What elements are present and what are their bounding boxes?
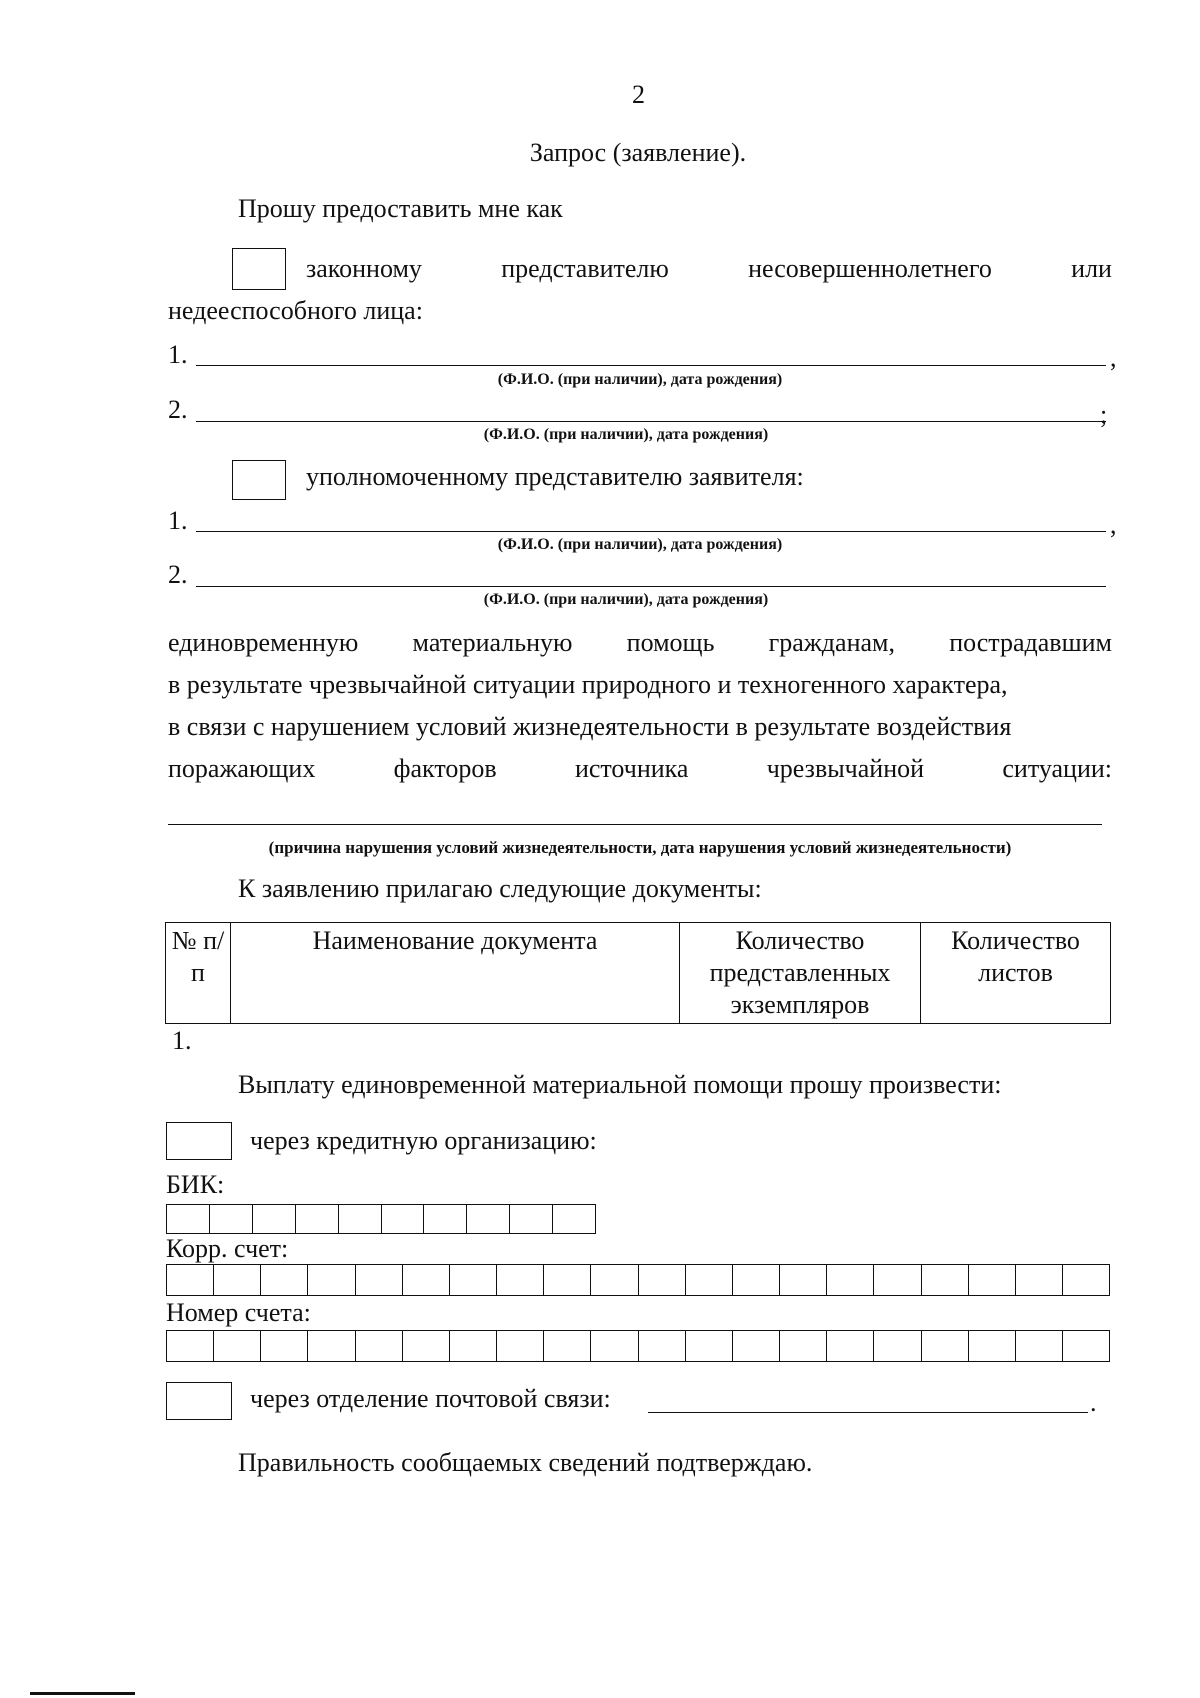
authorized-rep-row-1-num: 1. [168, 506, 188, 535]
documents-table [165, 922, 1111, 1024]
paragraph-word: единовременную [168, 628, 359, 657]
legal-rep-row-1-caption: (Ф.И.О. (при наличии), дата рождения) [497, 371, 783, 388]
digit-cell[interactable] [214, 1265, 261, 1295]
corr-account-input[interactable] [166, 1264, 1110, 1296]
digit-cell[interactable] [167, 1265, 214, 1295]
table-header-row [166, 923, 1111, 1024]
table-header-num: № п/п [166, 923, 231, 1024]
digit-cell[interactable] [780, 1265, 827, 1295]
paragraph-word: чрезвычайной [766, 754, 925, 783]
digit-cell[interactable] [467, 1205, 510, 1233]
digit-cell[interactable] [1016, 1265, 1063, 1295]
digit-cell[interactable] [1063, 1265, 1109, 1295]
paragraph-word: гражданам, [768, 628, 895, 657]
confirmation-text: Правильность сообщаемых сведений подтверждаю. [238, 1448, 813, 1477]
paragraph-line-3: в связи с нарушением условий жизнедеятельности в результате воздействия [168, 712, 1012, 741]
table-header-copies: Количество представленных экземпляров [680, 923, 921, 1024]
paragraph-word: ситуации: [1002, 754, 1112, 783]
digit-cell[interactable] [544, 1265, 591, 1295]
authorized-rep-label: уполномоченному представителю заявителя: [306, 462, 804, 491]
authorized-rep-row-2-num: 2. [168, 560, 188, 589]
digit-cell[interactable] [969, 1331, 1016, 1361]
legal-rep-word: законному [306, 254, 422, 283]
digit-cell[interactable] [510, 1205, 553, 1233]
reason-field[interactable] [168, 824, 1102, 825]
digit-cell[interactable] [497, 1331, 544, 1361]
digit-cell[interactable] [167, 1331, 214, 1361]
legal-rep-row-1-num: 1. [168, 340, 188, 369]
authorized-rep-checkbox[interactable] [232, 460, 286, 500]
post-payment-label: через отделение почтовой связи: [250, 1384, 611, 1413]
page-title: Запрос (заявление). [529, 138, 747, 167]
digit-cell[interactable] [261, 1331, 308, 1361]
digit-cell[interactable] [969, 1265, 1016, 1295]
digit-cell[interactable] [167, 1205, 210, 1233]
digit-cell[interactable] [214, 1331, 261, 1361]
table-row-1-num: 1. [172, 1026, 192, 1055]
legal-rep-row-2-num: 2. [168, 395, 188, 424]
legal-rep-row-2-field[interactable] [196, 421, 1106, 422]
bank-payment-label: через кредитную организацию: [250, 1126, 597, 1155]
digit-cell[interactable] [253, 1205, 296, 1233]
payment-intro: Выплату единовременной материальной помощи прошу произвести: [238, 1070, 1002, 1099]
bik-input[interactable] [166, 1204, 596, 1234]
digit-cell[interactable] [1016, 1331, 1063, 1361]
digit-cell[interactable] [733, 1331, 780, 1361]
legal-rep-word: представителю [501, 254, 669, 283]
digit-cell[interactable] [686, 1331, 733, 1361]
digit-cell[interactable] [308, 1331, 355, 1361]
digit-cell[interactable] [339, 1205, 382, 1233]
authorized-rep-row-2-field[interactable] [196, 586, 1106, 587]
legal-rep-word: или [1071, 254, 1112, 283]
paragraph-line-2: в результате чрезвычайной ситуации природного и техногенного характера, [168, 670, 1008, 699]
legal-rep-checkbox[interactable] [232, 248, 286, 290]
authorized-rep-row-2-caption: (Ф.И.О. (при наличии), дата рождения) [483, 591, 769, 608]
digit-cell[interactable] [450, 1265, 497, 1295]
authorized-rep-row-1-caption: (Ф.И.О. (при наличии), дата рождения) [497, 536, 783, 553]
digit-cell[interactable] [827, 1331, 874, 1361]
table-header-name: Наименование документа [231, 923, 680, 1024]
authorized-rep-row-1-field[interactable] [196, 531, 1106, 532]
bik-label: БИК: [166, 1170, 225, 1199]
digit-cell[interactable] [382, 1205, 425, 1233]
post-payment-end: . [1090, 1388, 1097, 1417]
legal-rep-label [306, 254, 1112, 284]
digit-cell[interactable] [639, 1265, 686, 1295]
digit-cell[interactable] [639, 1331, 686, 1361]
legal-rep-row-1-field[interactable] [196, 365, 1106, 366]
digit-cell[interactable] [210, 1205, 253, 1233]
digit-cell[interactable] [922, 1331, 969, 1361]
digit-cell[interactable] [450, 1331, 497, 1361]
corr-account-label: Корр. счет: [166, 1234, 289, 1263]
digit-cell[interactable] [261, 1265, 308, 1295]
attachments-intro: К заявлению прилагаю следующие документы: [238, 874, 762, 903]
post-office-field[interactable] [648, 1412, 1088, 1413]
legal-rep-word: несовершеннолетнего [748, 254, 992, 283]
paragraph-line-4 [168, 754, 1112, 784]
digit-cell[interactable] [424, 1205, 467, 1233]
digit-cell[interactable] [591, 1265, 638, 1295]
post-payment-checkbox[interactable] [166, 1382, 232, 1420]
digit-cell[interactable] [544, 1331, 591, 1361]
digit-cell[interactable] [1063, 1331, 1109, 1361]
legal-rep-row-2-caption: (Ф.И.О. (при наличии), дата рождения) [483, 426, 769, 443]
digit-cell[interactable] [497, 1265, 544, 1295]
authorized-rep-row-1-end: , [1110, 510, 1117, 539]
digit-cell[interactable] [403, 1331, 450, 1361]
digit-cell[interactable] [733, 1265, 780, 1295]
legal-rep-row-1-end: , [1110, 343, 1117, 372]
digit-cell[interactable] [591, 1331, 638, 1361]
digit-cell[interactable] [296, 1205, 339, 1233]
legal-rep-row-2-end: ; [1100, 400, 1108, 429]
paragraph-line-1 [168, 628, 1112, 658]
paragraph-word: материальную [412, 628, 573, 657]
intro-text: Прошу предоставить мне как [238, 194, 563, 223]
paragraph-word: пострадавшим [949, 628, 1112, 657]
paragraph-word: помощь [626, 628, 715, 657]
digit-cell[interactable] [780, 1331, 827, 1361]
page-number: 2 [632, 80, 645, 109]
digit-cell[interactable] [308, 1265, 355, 1295]
digit-cell[interactable] [827, 1265, 874, 1295]
bank-payment-checkbox[interactable] [166, 1122, 232, 1160]
digit-cell[interactable] [403, 1265, 450, 1295]
digit-cell[interactable] [874, 1265, 921, 1295]
reason-caption: (причина нарушения условий жизнедеятельности, дата нарушения условий жизнедеятельности) [268, 838, 1012, 857]
footer-rule [30, 1692, 135, 1695]
digit-cell[interactable] [874, 1331, 921, 1361]
account-number-label: Номер счета: [166, 1298, 311, 1327]
digit-cell[interactable] [922, 1265, 969, 1295]
table-header-sheets: Количество листов [921, 923, 1111, 1024]
paragraph-word: источника [574, 754, 689, 783]
digit-cell[interactable] [356, 1265, 403, 1295]
digit-cell[interactable] [553, 1205, 595, 1233]
paragraph-word: факторов [393, 754, 497, 783]
paragraph-word: поражающих [168, 754, 316, 783]
digit-cell[interactable] [686, 1265, 733, 1295]
legal-rep-continuation: недееспособного лица: [168, 296, 423, 325]
digit-cell[interactable] [356, 1331, 403, 1361]
account-number-input[interactable] [166, 1330, 1110, 1362]
